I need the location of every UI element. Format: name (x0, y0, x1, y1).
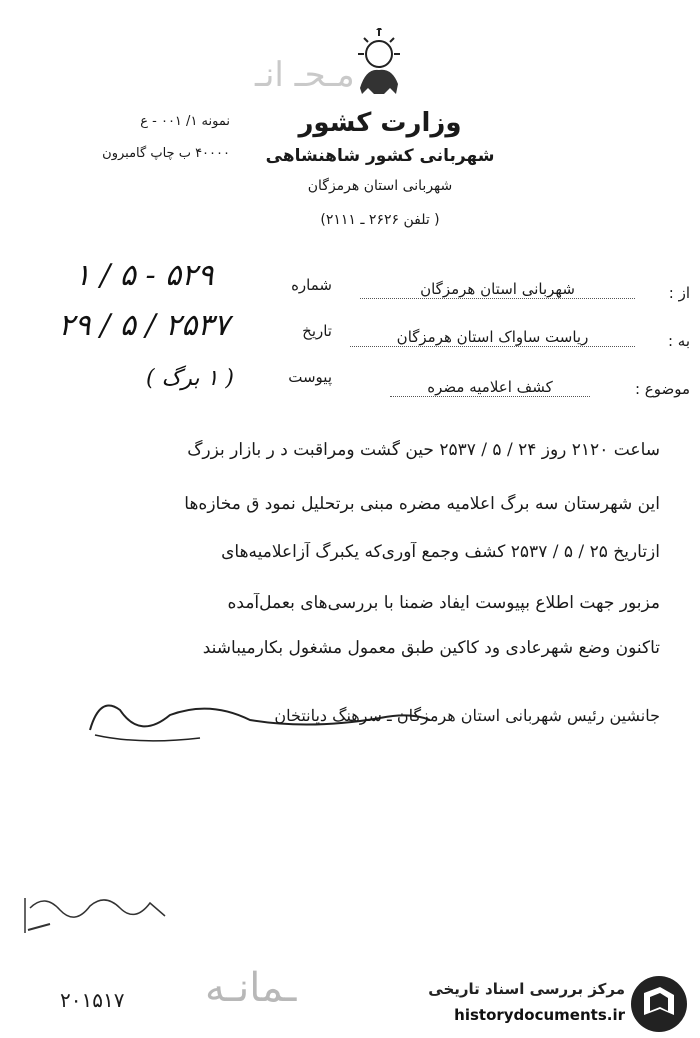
from-value: شهربانی استان هرمزگان (360, 280, 635, 299)
office-title: شهربانی استان هرمزگان (307, 178, 453, 194)
body-line-2: این شهرستان سه برگ اعلامیه مضره مبنی برتحلیل نمود ق مخازه‌ها (184, 494, 660, 514)
subject-value: کشف اعلامیه مضره (390, 378, 590, 397)
attachment-label: پیوست (288, 368, 332, 386)
body-line-4: مزبور جهت اطلاع بپیوست ایفاد ضمنا با بررسی‌های بعمل‌آمده (227, 593, 660, 613)
date-value: ۲۹ / ۵ / ۲۵۳۷ (58, 308, 230, 343)
to-value: ریاست ساواک استان هرمزگان (350, 328, 635, 347)
body-line-5: تاکنون وضع شهرعادی ود کاکین طبق معمول مشغول بکارمیباشند (202, 638, 660, 658)
phone-line: ( تلفن ۲۶۲۶ ـ ۲۱۱۱) (320, 212, 440, 228)
lion-and-sun-emblem-icon (352, 28, 406, 100)
handwritten-margin-note (20, 888, 170, 938)
number-label: شماره (291, 276, 332, 294)
faded-stamp-top: مـحـ انـ (255, 55, 355, 95)
number-value: ۱ / ۵ - ۵۲۹ (74, 258, 214, 293)
watermark-title: مرکز بررسی اسناد تاریخی (428, 980, 625, 998)
attachment-value: ( ۱ برگ ) (146, 366, 234, 391)
from-label: از : (668, 284, 690, 302)
to-label: به : (667, 332, 690, 350)
signature-line: جانشین رئیس شهربانی استان هرمزگان ـ سرهنگ دیانتخان (274, 706, 660, 725)
faded-stamp-bottom: ـمانـه (205, 965, 297, 1011)
body-line-3: ازتاریخ ۲۵ / ۵ / ۲۵۳۷ کشف وجمع آوری‌که یکبرگ آزاعلامیه‌های (221, 542, 660, 562)
department-title: شهربانی کشور شاهنشاهی (265, 146, 495, 166)
watermark-url: historydocuments.ir (454, 1006, 625, 1024)
print-info: ۴۰۰۰۰ ب چاپ گامبرون (102, 146, 230, 161)
form-id: نمونه ۱/ ۰۰۱ - ع (140, 114, 230, 129)
subject-label: موضوع : (634, 380, 690, 398)
ministry-title: وزارت کشور (298, 108, 462, 138)
date-label: تاریخ (302, 322, 332, 340)
history-documents-logo-icon (630, 975, 688, 1033)
document-number: ۲۰۱۵۱۷ (60, 988, 125, 1012)
body-line-1: ساعت ۲۱۲۰ روز ۲۴ / ۵ / ۲۵۳۷ حین گشت ومراقبت د ر بازار بزرگ (187, 440, 660, 460)
